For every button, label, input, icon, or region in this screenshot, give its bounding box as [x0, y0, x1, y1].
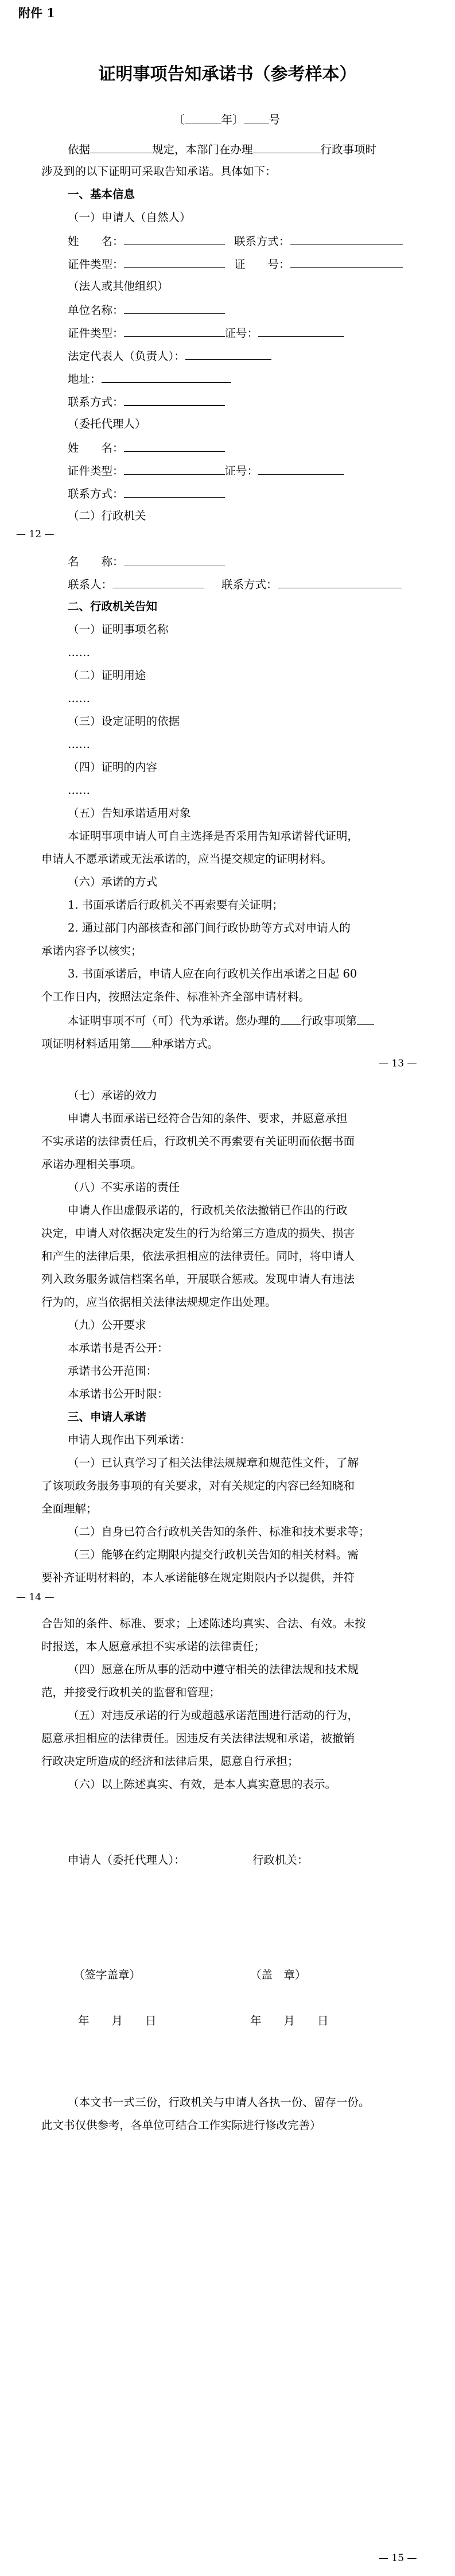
paragraph-7-line-1: 申请人书面承诺已经符合告知的条件、要求，并愿意承担: [68, 1112, 348, 1125]
field-id-no: 证 号：: [234, 256, 403, 272]
field-address: 地址：: [68, 371, 231, 387]
paragraph-8-line-1: 申请人作出虚假承诺的，行政机关依法撤销已作出的行政: [68, 1204, 348, 1217]
paragraph-7-line-3: 承诺办理相关事项。: [41, 1158, 142, 1171]
method-4-line-2: 项证明材料适用第 种承诺方式。: [41, 1035, 219, 1052]
paragraph-8-line-5: 行为的，应当依据相关法律法规规定作出处理。: [41, 1295, 277, 1309]
proof-purpose-heading: （二）证明用途: [68, 669, 146, 682]
applicable-subjects-heading: （五）告知承诺适用对象: [68, 806, 191, 820]
page-number-14: — 14 —: [16, 1592, 55, 1603]
field-agent-name: 姓 名：: [68, 440, 225, 456]
field-org-name: 单位名称：: [68, 302, 225, 318]
ellipsis-1: ……: [68, 646, 90, 659]
paragraph-8-line-4: 列入政务服务诚信档案名单，开展联合惩戒。发现申请人有违法: [41, 1273, 355, 1286]
field-contact-2: 联系方式：: [68, 394, 225, 410]
section-heading-1: 一、基本信息: [68, 188, 135, 201]
signature-admin-label: 行政机关：: [252, 1853, 309, 1867]
field-id-type: 证件类型：: [68, 256, 225, 272]
legal-person-heading: （法人或其他组织）: [68, 280, 169, 293]
field-org-label: 名 称：: [68, 553, 225, 569]
commitment-4-line-1: （四）愿意在所从事的活动中遵守相关的法律法规和技术规: [68, 1663, 359, 1676]
method-2-line-1: 2. 通过部门内部核查和部门间行政协助等方式对申请人的: [68, 921, 351, 934]
field-agent-cert: 证件类型： 证号：: [68, 463, 344, 479]
method-1: 1. 书面承诺后行政机关不再索要有关证明；: [68, 898, 283, 911]
applicant-natural-heading: （一）申请人（自然人）: [68, 211, 191, 224]
commitment-1-line-2: 了该项政务服务事项的有关要求，对有关规定的内容已经知晓和: [41, 1479, 355, 1492]
date-applicant: 年 月 日: [78, 2014, 157, 2027]
document-title: 证明事项告知承诺书（参考样本）: [98, 64, 357, 84]
commitment-1-line-1: （一）已认真学习了相关法律法规规章和规范性文件，了解: [68, 1456, 359, 1469]
commitment-3-line-1: （三）能够在约定期限内提交行政机关告知的相关材料。需: [68, 1548, 359, 1561]
commitment-4-line-2: 范，并接受行政机关的监督和管理；: [41, 1686, 221, 1699]
proof-item-name-heading: （一）证明事项名称: [68, 623, 169, 636]
ellipsis-2: ……: [68, 692, 90, 705]
commitment-6: （六）以上陈述真实、有效，是本人真实意思的表示。: [68, 1778, 337, 1791]
proof-content-heading: （四）证明的内容: [68, 761, 158, 774]
method-4-line-1: 本证明事项不可（可）代为承诺。您办理的 行政事项第: [68, 1012, 374, 1029]
paragraph-5-line-2: 申请人不愿承诺或无法承诺的，应当提交规定的证明材料。: [41, 852, 333, 866]
section-heading-2: 二、行政机关告知: [68, 600, 158, 613]
field-agent-contact: 联系方式：: [68, 486, 225, 502]
intro-line-2: 涉及到的以下证明可采取告知承诺。具体如下：: [41, 165, 277, 178]
commitment-5-line-1: （五）对违反承诺的行为或超越承诺范围进行活动的行为，: [68, 1709, 359, 1722]
method-3-line-2: 个工作日内，按照法定条件、标准补齐全部申请材料。: [41, 990, 310, 1003]
paragraph-5-line-1: 本证明事项申请人可自主选择是否采用告知承诺替代证明，: [68, 829, 359, 843]
field-contact: 联系方式：: [234, 233, 403, 249]
method-3-line-1: 3. 书面承诺后，申请人应在向行政机关作出承诺之日起 60: [68, 967, 357, 980]
commitment-5-line-3: 行政决定所造成的经济和法律后果，愿意自行承担；: [41, 1755, 299, 1768]
footer-note-line-1: （本文书一式三份，行政机关与申请人各执一份、留存一份。: [68, 2096, 370, 2109]
signature-seal-admin: （盖 章）: [250, 1968, 306, 1981]
admin-org-heading: （二）行政机关: [68, 509, 146, 522]
disclosure-period: 本承诺书公开时限：: [68, 1387, 169, 1400]
commitment-3-line-4: 时报送，本人愿意承担不实承诺的法律责任；: [41, 1640, 266, 1653]
commitment-effect-heading: （七）承诺的效力: [68, 1089, 158, 1102]
disclosure-heading: （九）公开要求: [68, 1318, 146, 1332]
paragraph-7-line-2: 不实承诺的法律责任后，行政机关不再索要有关证明而依据书面: [41, 1135, 355, 1148]
commitment-1-line-3: 全面理解；: [41, 1502, 98, 1515]
disclosure-scope: 承诺书公开范围：: [68, 1364, 158, 1378]
date-admin: 年 月 日: [250, 2014, 329, 2027]
page-number-13: — 13 —: [379, 1058, 417, 1069]
method-2-line-2: 承诺内容予以核实；: [41, 944, 142, 957]
page-number-12: — 12 —: [16, 529, 55, 540]
signature-applicant-label: 申请人（委托代理人）：: [68, 1853, 185, 1867]
paragraph-8-line-3: 和产生的法律后果，依法承担相应的法律责任。同时，将申请人: [41, 1250, 355, 1263]
commitment-3-line-3: 合告知的条件、标准、要求；上述陈述均真实、合法、有效。未按: [41, 1617, 366, 1630]
footer-note-line-2: 此文书仅供参考，各单位可结合工作实际进行修改完善）: [41, 2119, 321, 2132]
document-number: 〔 年〕 号: [173, 111, 280, 127]
agent-heading: （委托代理人）: [68, 417, 146, 430]
false-commitment-heading: （八）不实承诺的责任: [68, 1181, 180, 1194]
commitment-method-heading: （六）承诺的方式: [68, 875, 158, 889]
ellipsis-3: ……: [68, 738, 90, 751]
field-contact-person: 联系人：: [68, 576, 204, 592]
signature-seal-applicant: （签字盖章）: [73, 1968, 141, 1981]
intro-line-1: 依据 规定，本部门在办理 行政事项时: [68, 141, 376, 157]
commitment-5-line-2: 愿意承担相应的法律责任。因违反有关法律法规和承诺，被撤销: [41, 1732, 355, 1745]
field-contact-method: 联系方式：: [221, 576, 402, 592]
commitment-2: （二）自身已符合行政机关告知的条件、标准和技术要求等；: [68, 1525, 370, 1538]
page-number-15: — 15 —: [379, 2552, 417, 2564]
disclosure-whether: 本承诺书是否公开：: [68, 1341, 169, 1355]
applicant-commitments-intro: 申请人现作出下列承诺：: [68, 1433, 191, 1446]
ellipsis-4: ……: [68, 783, 90, 797]
field-cert-type: 证件类型： 证号：: [68, 325, 344, 341]
attachment-label: 附件 1: [18, 6, 55, 20]
field-legal-rep: 法定代表人（负责人）：: [68, 348, 271, 364]
paragraph-8-line-2: 决定，申请人对依据决定发生的行为给第三方造成的损失、损害: [41, 1227, 355, 1240]
field-name: 姓 名：: [68, 233, 225, 249]
section-heading-3: 三、申请人承诺: [68, 1410, 146, 1423]
commitment-3-line-2: 要补齐证明材料的，本人承诺能够在规定期限内予以提供，并符: [41, 1571, 355, 1584]
proof-basis-heading: （三）设定证明的依据: [68, 715, 180, 728]
